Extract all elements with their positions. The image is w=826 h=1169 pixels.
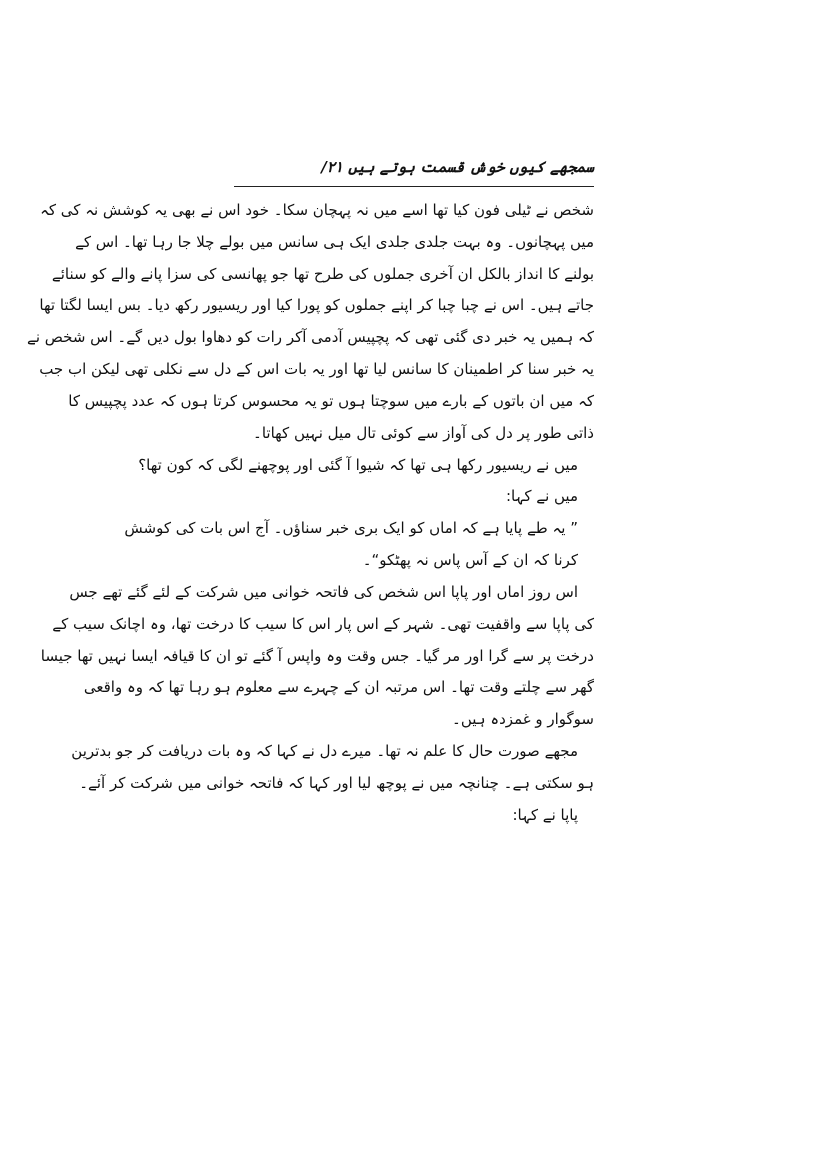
paragraph-line: بولنے کا انداز بالکل ان آخری جملوں کی طرح تھا جو پھانسی کی سزا پانے والے کو سنائے — [51, 265, 594, 283]
header-divider — [234, 186, 594, 187]
paragraph-line: سوگوار و غمزدہ ہیں۔ — [452, 710, 594, 728]
paragraph-line: کہ میں ان باتوں کے بارے میں سوچتا ہوں تو یہ محسوس کرتا ہوں کہ عدد پچپیس کا — [68, 392, 594, 410]
paragraph-line: ذاتی طور پر دل کی آواز سے کوئی تال میل نہیں کھاتا۔ — [253, 424, 594, 442]
quote-line: کرنا کہ ان کے آس پاس نہ پھٹکو“۔ — [362, 551, 578, 569]
paragraph-line: درخت پر سے گرا اور مر گیا۔ جس وقت وہ واپس آ گئے تو ان کا قیافہ ایسا نہیں تھا جیسا — [40, 647, 594, 665]
paragraph-line: کی پاپا سے واقفیت تھی۔ شہر کے اس پار اس کا سیب کا درخت تھا، وہ اچانک سیب کے — [52, 615, 594, 633]
page-header-title: سمجھے کیوں خوش قسمت ہوتے ہیں ۲۱/ — [321, 158, 594, 176]
paragraph-line: ہو سکتی ہے۔ چنانچہ میں نے پوچھ لیا اور کہا کہ فاتحہ خوانی میں شرکت کر آئے۔ — [79, 774, 594, 792]
paragraph-line: گھر سے چلتے وقت تھا۔ اس مرتبہ ان کے چہرے سے معلوم ہو رہا تھا کہ وہ واقعی — [83, 678, 594, 696]
paragraph-line: میں پہچانوں۔ وہ بہت جلدی جلدی ایک ہی سانس میں بولے چلا جا رہا تھا۔ اس کے — [75, 233, 594, 251]
paragraph-line: شخص نے ٹیلی فون کیا تھا اسے میں نہ پہچان سکا۔ خود اس نے بھی یہ کوشش نہ کی کہ — [40, 201, 594, 219]
paragraph-line: یہ خبر سنا کر اطمینان کا سانس لیا تھا اور یہ بات اس کے دل سے نکلی تھی لیکن اب جب — [39, 360, 594, 378]
paragraph-line: میں نے کہا: — [505, 487, 578, 505]
quote-line: ” یہ طے پایا ہے کہ اماں کو ایک بری خبر سناؤں۔ آج اس بات کی کوشش — [124, 519, 578, 537]
paragraph-line: جاتے ہیں۔ اس نے چبا چبا کر اپنے جملوں کو پورا کیا اور ریسیور رکھ دیا۔ بس ایسا لگتا تھا — [39, 296, 594, 314]
paragraph-line: میں نے ریسیور رکھا ہی تھا کہ شیوا آ گئی اور پوچھنے لگی کہ کون تھا؟ — [138, 456, 578, 474]
paragraph-line: کہ ہمیں یہ خبر دی گئی تھی کہ پچپیس آدمی آکر رات کو دھاوا بول دیں گے۔ اس شخص نے — [27, 328, 594, 346]
paragraph-line: پاپا نے کہا: — [512, 806, 578, 824]
paragraph-line: اس روز اماں اور پاپا اس شخص کی فاتحہ خوانی میں شرکت کے لئے گئے تھے جس — [69, 583, 578, 601]
paragraph-line: مجھے صورت حال کا علم نہ تھا۔ میرے دل نے کہا کہ وہ بات دریافت کر جو بدترین — [71, 742, 578, 760]
